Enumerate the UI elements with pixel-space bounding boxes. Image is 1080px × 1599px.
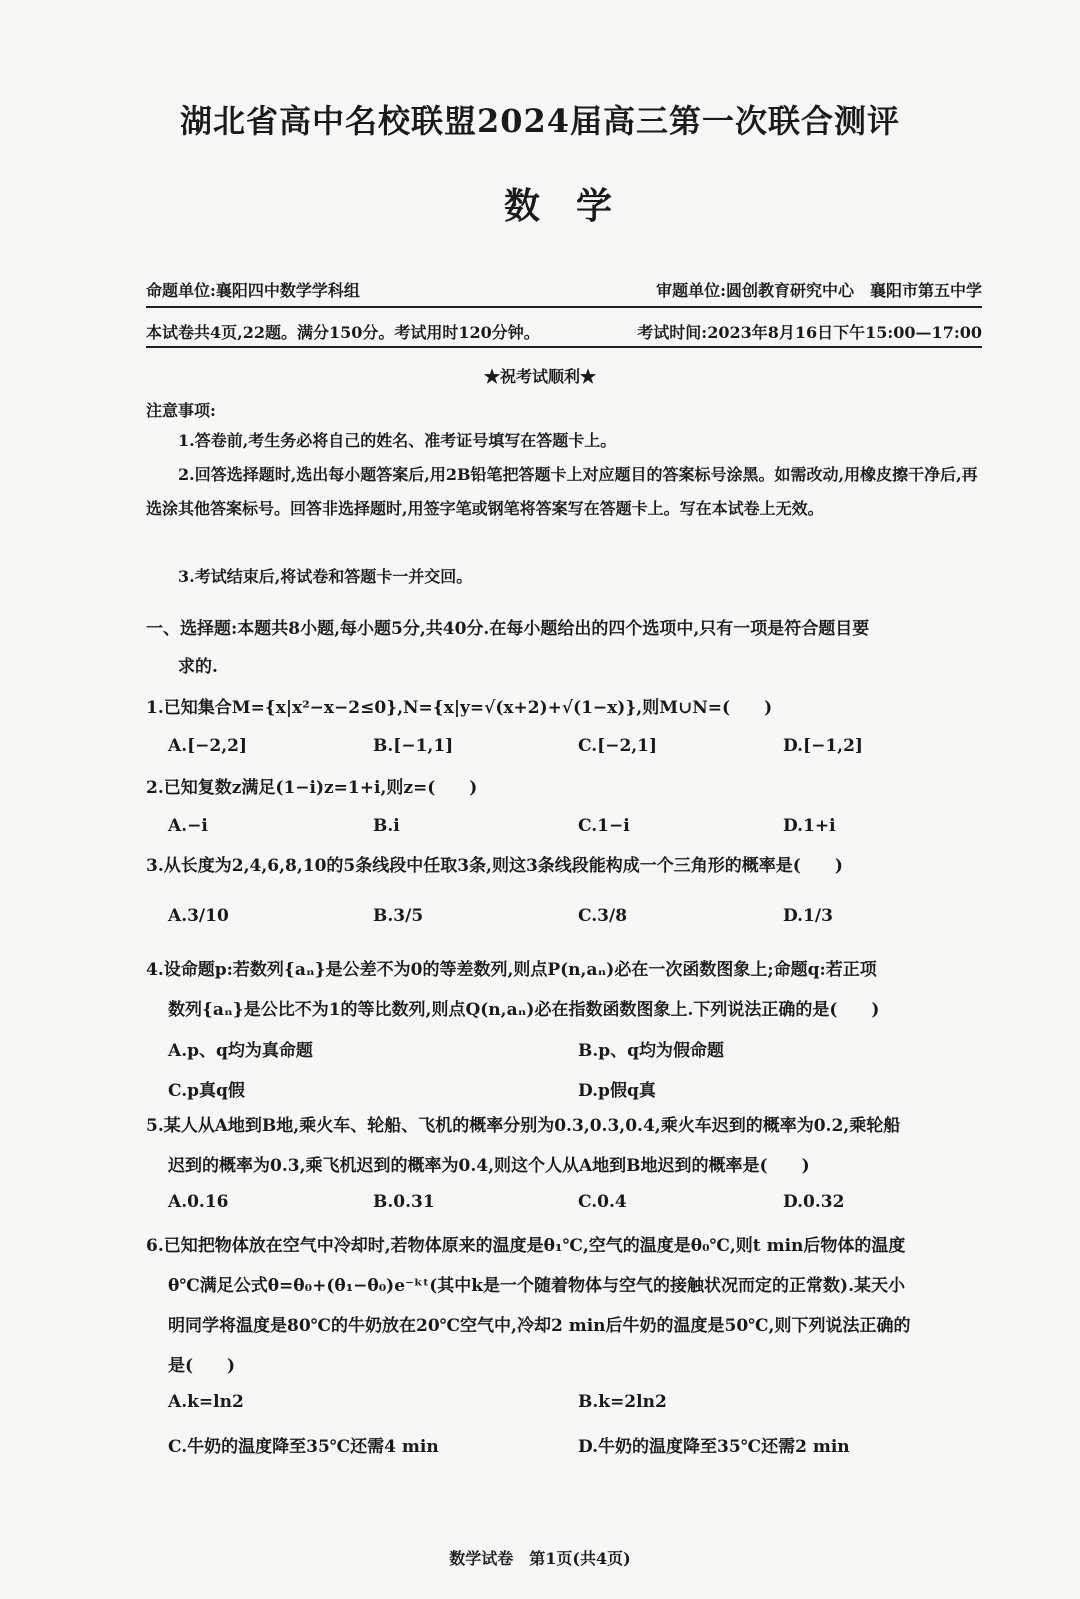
question-stem-continued: 迟到的概率为0.3,乘飞机迟到的概率为0.4,则这个人从A地到B地迟到的概率是( ): [168, 1156, 810, 1176]
question-stem: 6.已知把物体放在空气中冷却时,若物体原来的温度是θ₁℃,空气的温度是θ₀℃,则t min后物体的温度: [146, 1236, 906, 1256]
question-6-options-row-2: [168, 1432, 982, 1470]
question-stem-continued: θ℃满足公式θ=θ₀+(θ₁−θ₀)e⁻ᵏᵗ(其中k是一个随着物体与空气的接触状况而定的正常数).某天小: [168, 1276, 905, 1296]
option-b: B.0.31: [373, 1192, 435, 1212]
exam-info-row: [146, 320, 982, 343]
option-a: A.0.16: [168, 1192, 229, 1212]
option-a: A.−i: [168, 816, 208, 836]
option-a: A.[−2,2]: [168, 736, 248, 756]
question-3: [146, 846, 982, 886]
option-d: D.1+i: [783, 816, 836, 836]
question-stem: 5.某人从A地到B地,乘火车、轮船、飞机的概率分别为0.3,0.3,0.4,乘火车迟到的概率为0.2,乘轮船: [146, 1116, 901, 1136]
option-a: A.p、q均为真命题: [168, 1041, 313, 1061]
option-d: D.牛奶的温度降至35℃还需2 min: [578, 1437, 850, 1457]
good-luck-banner: ★祝考试顺利★: [483, 367, 596, 386]
question-3-options: [168, 906, 982, 944]
option-c: C.0.4: [578, 1192, 627, 1212]
question-4-options-row-1: [168, 1036, 982, 1074]
option-c: C.p真q假: [168, 1081, 245, 1101]
authorship-row: [146, 278, 982, 301]
notice-item-3: 3.考试结束后,将试卷和答题卡一并交回。: [178, 567, 473, 586]
option-b: B.p、q均为假命题: [578, 1041, 725, 1061]
question-stem: 4.设命题p:若数列{aₙ}是公差不为0的等差数列,则点P(n,aₙ)必在一次函数图象上;命题q:若正项: [146, 960, 877, 980]
question-1: [146, 688, 982, 728]
question-5: [146, 1106, 982, 1186]
option-c: C.1−i: [578, 816, 630, 836]
section-line-2: 求的.: [178, 657, 218, 677]
option-a: A.3/10: [168, 906, 229, 926]
question-stem-continued: 数列{aₙ}是公比不为1的等比数列,则点Q(n,aₙ)必在指数函数图象上.下列说法正确的是( ): [168, 1000, 880, 1020]
option-d: D.[−1,2]: [783, 736, 863, 756]
option-d: D.0.32: [783, 1192, 845, 1212]
option-c: C.3/8: [578, 906, 628, 926]
question-5-options: [168, 1192, 982, 1230]
exam-title: 湖北省高中名校联盟2024届高三第一次联合测评: [179, 102, 901, 140]
notice-item-1: 1.答卷前,考生务必将自己的姓名、准考证号填写在答题卡上。: [178, 431, 617, 450]
option-c: C.牛奶的温度降至35℃还需4 min: [168, 1437, 439, 1457]
option-d: D.1/3: [783, 906, 833, 926]
option-d: D.p假q真: [578, 1081, 656, 1101]
page-footer: 数学试卷 第1页(共4页): [449, 1549, 631, 1568]
question-stem: 3.从长度为2,4,6,8,10的5条线段中任取3条,则这3条线段能构成一个三角形的概率是( ): [146, 856, 843, 876]
notice-item-2: 2.回答选择题时,选出每小题答案后,用2B铅笔把答题卡上对应题目的答案标号涂黑。如需改动,用橡皮擦干净后,再选涂其他答案标号。回答非选择题时,用签字笔或钢笔将答案写在答题卡上。写在本试卷上无效。: [146, 465, 978, 518]
question-stem: 2.已知复数z满足(1−i)z=1+i,则z=( ): [146, 778, 478, 798]
option-b: B.[−1,1]: [373, 736, 454, 756]
question-6: [146, 1226, 982, 1386]
question-stem-continued: 是( ): [168, 1356, 236, 1376]
exam-time: 考试时间:2023年8月16日下午15:00—17:00: [637, 323, 982, 342]
option-c: C.[−2,1]: [578, 736, 658, 756]
question-6-options-row-1: [168, 1392, 982, 1430]
divider: [146, 346, 982, 348]
option-b: B.i: [373, 816, 400, 836]
reviewer-unit: 审题单位:圆创教育研究中心 襄阳市第五中学: [656, 281, 982, 300]
option-b: B.k=2ln2: [578, 1392, 667, 1412]
option-b: B.3/5: [373, 906, 424, 926]
section-line-1: 一、选择题:本题共8小题,每小题5分,共40分.在每小题给出的四个选项中,只有一项是符合题目要: [146, 619, 870, 639]
notice-heading: 注意事项:: [146, 401, 216, 420]
question-2: [146, 768, 982, 808]
question-stem: 1.已知集合M={x|x²−x−2≤0},N={x|y=√(x+2)+√(1−x)},则M∪N=( ): [146, 698, 773, 718]
question-4: [146, 950, 982, 1030]
exam-info: 本试卷共4页,22题。满分150分。考试用时120分钟。: [146, 323, 540, 342]
section-heading: [146, 610, 982, 686]
question-stem-continued: 明同学将温度是80℃的牛奶放在20℃空气中,冷却2 min后牛奶的温度是50℃,则下列说法正确的: [168, 1316, 911, 1336]
composer-unit: 命题单位:襄阳四中数学学科组: [146, 281, 360, 300]
subject-title: 数学: [503, 185, 648, 227]
option-a: A.k=ln2: [168, 1392, 244, 1412]
divider: [146, 306, 982, 308]
